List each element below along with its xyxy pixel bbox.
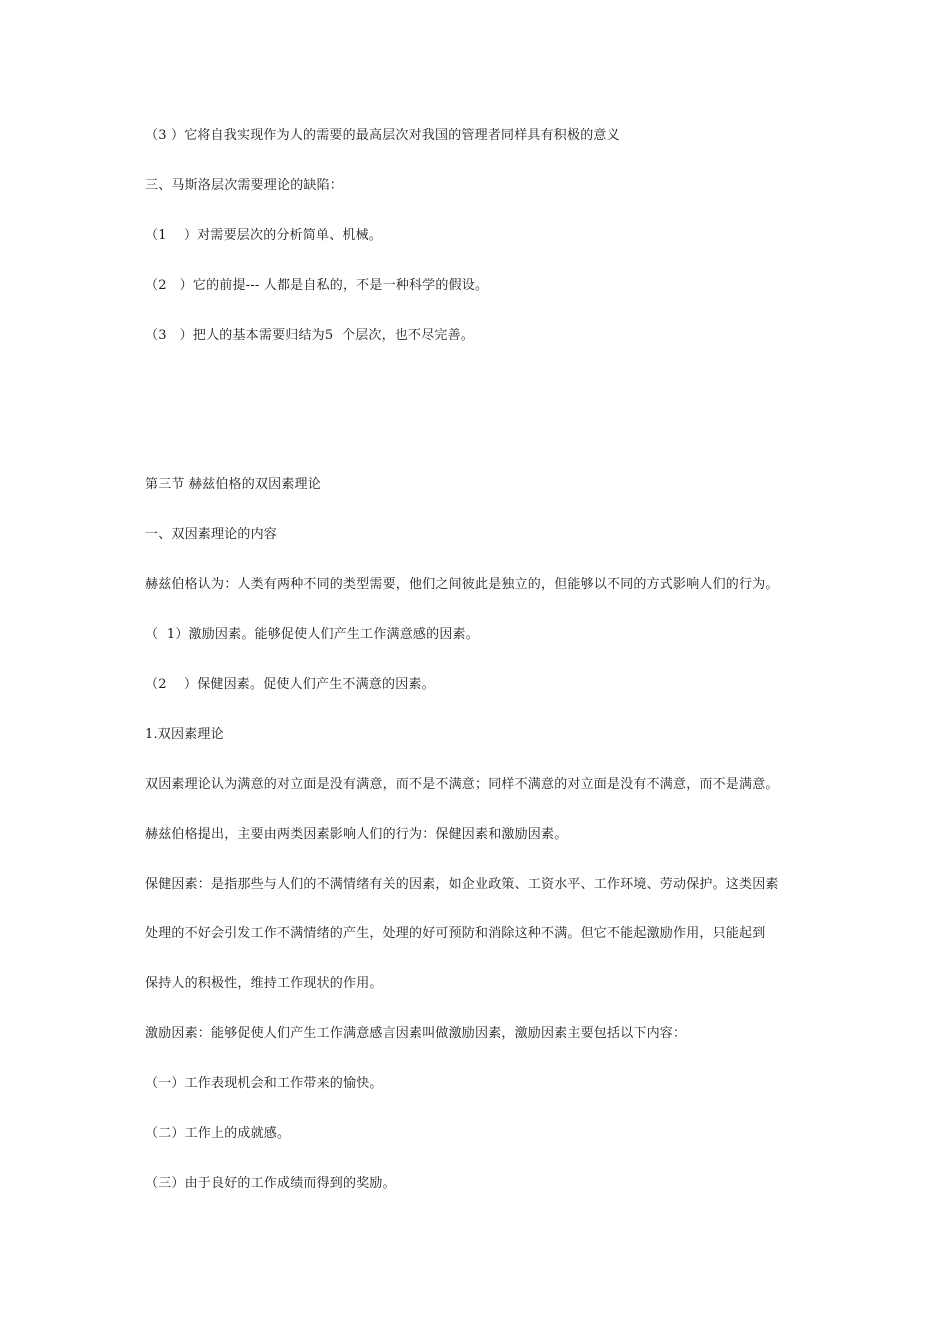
list-item-motivator-2: （二）工作上的成就感。	[145, 1126, 291, 1141]
text-line-defect-3: （3 ）把人的基本需要归结为5 个层次，也不尽完善。	[145, 328, 475, 343]
text-line-hygiene-definition: 保健因素：是指那些与人们的不满情绪有关的因素，如企业政策、工资水平、工作环境、劳动保护。这类因素	[145, 877, 779, 892]
list-item-motivator-3: （三）由于良好的工作成绩而得到的奖励。	[145, 1176, 396, 1191]
text-line-hygiene-definition-cont: 处理的不好会引发工作不满情绪的产生，处理的好可预防和消除这种不满。但它不能起激励作用，只能起到	[145, 926, 766, 941]
list-item-motivator-1: （一）工作表现机会和工作带来的愉快。	[145, 1076, 383, 1091]
text-line-motivators: （ 1）激励因素。能够促使人们产生工作满意感的因素。	[145, 627, 479, 642]
section-heading-maslow-defects: 三、马斯洛层次需要理论的缺陷：	[145, 178, 344, 193]
chapter-heading-herzberg: 第三节 赫兹伯格的双因素理论	[145, 477, 321, 492]
subheading-two-factor-theory: 1.双因素理论	[145, 727, 224, 742]
text-line-defect-1: （1 ）对需要层次的分析简单、机械。	[145, 228, 383, 243]
text-line-satisfaction-opposite: 双因素理论认为满意的对立面是没有满意，而不是不满意；同样不满意的对立面是没有不满意，而不是满意。	[145, 777, 779, 792]
text-line-hygiene-definition-end: 保持人的积极性，维持工作现状的作用。	[145, 976, 383, 991]
text-line-two-factors: 赫兹伯格提出，主要由两类因素影响人们的行为：保健因素和激励因素。	[145, 827, 568, 842]
section-heading-two-factor-content: 一、双因素理论的内容	[145, 527, 278, 542]
text-line-motivator-definition: 激励因素：能够促使人们产生工作满意感言因素叫做激励因素，激励因素主要包括以下内容：	[145, 1026, 687, 1041]
text-line-hygiene: （2 ）保健因素。促使人们产生不满意的因素。	[145, 677, 435, 692]
text-line-maslow-point-3: （3 ）它将自我实现作为人的需要的最高层次对我国的管理者同样具有积极的意义	[145, 128, 620, 143]
text-line-defect-2: （2 ）它的前提--- 人都是自私的，不是一种科学的假设。	[145, 278, 489, 293]
text-line-herzberg-view: 赫兹伯格认为：人类有两种不同的类型需要，他们之间彼此是独立的，但能够以不同的方式影响人们的行为。	[145, 577, 779, 592]
